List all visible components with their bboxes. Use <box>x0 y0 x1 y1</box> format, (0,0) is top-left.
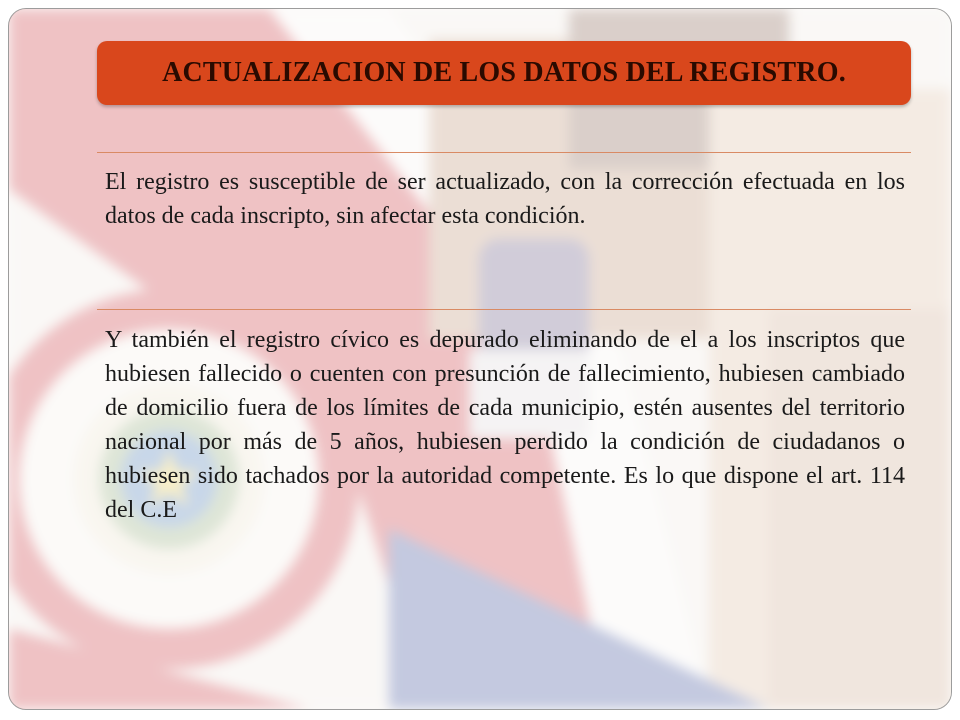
divider-middle <box>97 309 911 310</box>
paragraph-2: Y también el registro cívico es depurado eliminando de el a los inscriptos que hubiesen fallecido o cuenten con presunción de fallecimiento, hubiesen cambiado de domicilio fuera de los límites de cada municipio, estén ausentes del territorio nacional por más de 5 años, hubiesen perdido la condición de ciudadanos o hubiesen sido tachados por la autoridad competente. Es lo que dispone el art. 114 del C.E <box>105 327 905 523</box>
divider-top <box>97 152 911 153</box>
slide-frame <box>8 8 952 710</box>
slide-title: ACTUALIZACION DE LOS DATOS DEL REGISTRO. <box>162 57 846 88</box>
title-banner <box>97 41 911 105</box>
paragraph-1: El registro es susceptible de ser actualizado, con la corrección efectuada en los datos de cada inscripto, sin afectar esta condición. <box>105 169 905 229</box>
